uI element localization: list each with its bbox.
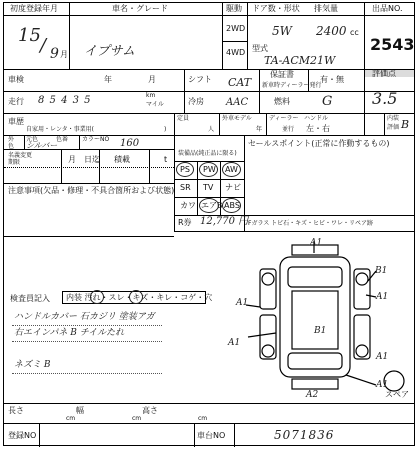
height-label: 高さ [142, 406, 158, 415]
equip-abs: ABS [224, 201, 240, 210]
load-label: 積載 [114, 155, 130, 164]
shaken-year-unit: 年 [104, 75, 112, 84]
usage-label: 車歴 [8, 117, 24, 126]
chassis-label: 車台NO [197, 431, 226, 440]
drive-4wd: 4WD [226, 48, 246, 57]
car-damage-diagram [226, 235, 414, 403]
displacement-label: 排気量 [314, 4, 338, 13]
col-label: 色 [8, 143, 15, 150]
recycle-label: R券 [178, 218, 192, 227]
circle-abs [222, 198, 241, 213]
spare-label: スペア [385, 390, 409, 399]
drive-2wd: 2WD [226, 24, 246, 33]
import-label: 外車モデル [222, 115, 252, 122]
body-color: シルバー [26, 141, 58, 150]
equipment-title: 装備品(純正品に限る) [178, 150, 237, 157]
first-reg-label: 初度登録年月 [10, 4, 58, 13]
circle-scratch [129, 290, 143, 304]
door-body-label: ドア数・形状 [252, 4, 300, 13]
capacity-label: 定員 [177, 115, 190, 122]
auction-sheet: 初度登録年月 車名・グレード 駆動 ドア数・形状 排気量 出品NO. 2543 15 / 9 月 イプサム 2WD 4WD 5W 2400 cc 型式 TA-ACM21W 車検 年 月 シフト CAT 保証書 新車時ディーラー発行 有・無 評価点 3.5 走行 8 5 4 3 5 km マイル 冷房 AAC 燃料 G 車歴 自家用・レンタ・事業用( ) 定員 人 外車モデル 年 ディーラー 並行 ハンドル 左・右 内装 評価 B 外 色 元色 シルバー 色番 カラーNO 160 名義変更 期限 月 日迄 積載 t 注意事項(欠品・修理・不具合箇所および状態) 装備品(純正品に限る) PS PW AW SR TV ナビ カワ エアB ABS R券 12,770 円 セールスポイント(正常に作動するもの) Fガラス トビ石・キズ・ヒビ・ワレ・リペア跡 検査員記入 内装 汚れ・スレ・キズ・キレ・コゲ・穴 ハンドルカバー 石カジリ 塗装アガ 右エインパネ B チイルたれ ネズミ B A1 B1 A1 A1 B1 A1 A1 A1 A2 スペア 長さ cm 幅 cm 高さ cm 登録NO 車台NO 5071836 [3, 2, 415, 446]
deadline-month: 月 [68, 155, 76, 164]
inspector-note-1: ハンドルカバー 石カジリ 塗装アガ [14, 312, 155, 322]
roof [292, 291, 338, 349]
dealer-label: ディーラー [269, 115, 299, 122]
mileage-label: 走行 [8, 97, 24, 106]
reg-month: 9 [50, 46, 59, 62]
wheel-front-left [262, 273, 274, 285]
shift-label: シフト [188, 75, 212, 84]
import-unit: 年 [256, 126, 263, 133]
equip-navi: ナビ [225, 183, 241, 192]
warranty-sub: 新車時ディーラー発行 [262, 82, 322, 89]
circle-pw [199, 162, 218, 177]
height-unit: cm [198, 415, 208, 422]
shaken-month-unit: 月 [148, 75, 156, 84]
equip-aw: AW [225, 165, 238, 174]
right-front-panel [354, 269, 370, 309]
warranty-value: 有・無 [320, 75, 344, 84]
circle-aw [222, 162, 241, 177]
km-label: km [146, 92, 156, 99]
windshield [288, 267, 342, 287]
score-label: 評価点 [372, 69, 396, 78]
mile-label: マイル [146, 101, 164, 108]
cc-unit: cc [350, 28, 359, 37]
inspector-note-3: ネズミ B [14, 360, 51, 370]
mark-roof: B1 [314, 326, 327, 336]
chassis-value: 5071836 [274, 428, 335, 442]
interior-value: B [401, 118, 410, 131]
width-unit: cm [132, 415, 142, 422]
length-unit: cm [66, 415, 76, 422]
ext-label: 外 [8, 136, 15, 143]
inspector-label: 検査員記入 [10, 294, 50, 303]
drive-label: 駆動 [226, 4, 242, 13]
color-no-label: カラーNO [82, 136, 110, 143]
ton-label: t [164, 155, 168, 164]
left-front-panel [260, 269, 276, 309]
deadline-label: 期限 [8, 159, 21, 166]
mark-rear-right: A1 [376, 380, 389, 390]
mark-right-rear: A1 [376, 352, 389, 362]
reg-no-label: 登録NO [8, 431, 37, 440]
width-label: 幅 [76, 406, 84, 415]
mark-left-rear: A1 [228, 338, 241, 348]
score-value: 3.5 [372, 89, 398, 108]
car-name: イプサム [84, 44, 135, 59]
orig-color-label: 元色 [26, 136, 39, 143]
handle-value: 左・右 [306, 124, 330, 133]
wheel-front-right [356, 273, 368, 285]
equip-sr: SR [180, 183, 191, 192]
color-number-label: 色番 [56, 136, 69, 143]
wheel-rear-right [356, 345, 368, 357]
exhibit-label: 出品NO. [372, 4, 403, 13]
equip-airbag: エアB [201, 201, 223, 210]
rear-bumper [292, 379, 338, 389]
rear-window [288, 353, 342, 369]
equip-pw: PW [203, 165, 216, 174]
capacity-unit: 人 [208, 126, 215, 133]
mark-right-front: B1 [375, 266, 388, 276]
equip-leather: カワ [180, 201, 196, 210]
aircon-label: 冷房 [188, 97, 204, 106]
mark-front: A1 [310, 238, 323, 248]
car-name-label: 車名・グレード [112, 4, 168, 13]
length-label: 長さ [8, 406, 24, 415]
circle-stain [90, 290, 104, 304]
month-unit: 月 [60, 50, 68, 59]
sales-point-label: セールスポイント(正常に作動するもの) [248, 139, 390, 148]
shift-value: CAT [228, 76, 252, 89]
aircon-value: AAC [226, 97, 249, 108]
sales-sub-label: Fガラス トビ石・キズ・ヒビ・ワレ・リペア跡 [248, 220, 373, 227]
dealer-sub: 並行 [282, 126, 295, 133]
name-change-label: 名義変更 [8, 152, 33, 159]
fuel-value: G [322, 94, 333, 109]
usage-options: 自家用・レンタ・事業用( [26, 126, 94, 133]
inspector-line: 内装 汚れ・スレ・キズ・キレ・コゲ・穴 [66, 293, 213, 302]
equip-ps: PS [180, 165, 190, 174]
mark-rear: A2 [306, 390, 319, 400]
car-body-outline [280, 257, 350, 377]
reg-year: 15 [18, 25, 41, 46]
wheel-rear-left [262, 345, 274, 357]
recycle-value: 12,770 円 [200, 216, 249, 227]
usage-close: ) [164, 126, 167, 133]
model-label: 型式 [252, 44, 268, 53]
warranty-label: 保証書 [270, 70, 294, 79]
mileage-value: 8 5 4 3 5 [38, 95, 92, 106]
interior-label: 内装 [387, 115, 400, 122]
exhibit-number: 2543 [370, 35, 415, 54]
circle-ps [176, 162, 194, 177]
handle-label: ハンドル [304, 115, 329, 122]
inspector-note-2: 右エインパネ B チイルたれ [14, 328, 125, 338]
model-value: TA-ACM21W [264, 54, 336, 67]
deadline-day: 日迄 [84, 155, 100, 164]
interior-sub: 評価 [387, 124, 400, 131]
circle-airbag [199, 198, 219, 213]
mark-right-door: A1 [376, 292, 389, 302]
notes-label: 注意事項(欠品・修理・不具合箇所および状態) [8, 186, 175, 195]
color-no: 160 [120, 138, 140, 149]
mark-left-front: A1 [236, 298, 249, 308]
cc-value: 2400 [316, 24, 347, 38]
door-count: 5W [272, 24, 292, 38]
equip-tv: TV [203, 183, 214, 192]
fuel-label: 燃料 [274, 97, 290, 106]
shaken-label: 車検 [8, 75, 24, 84]
